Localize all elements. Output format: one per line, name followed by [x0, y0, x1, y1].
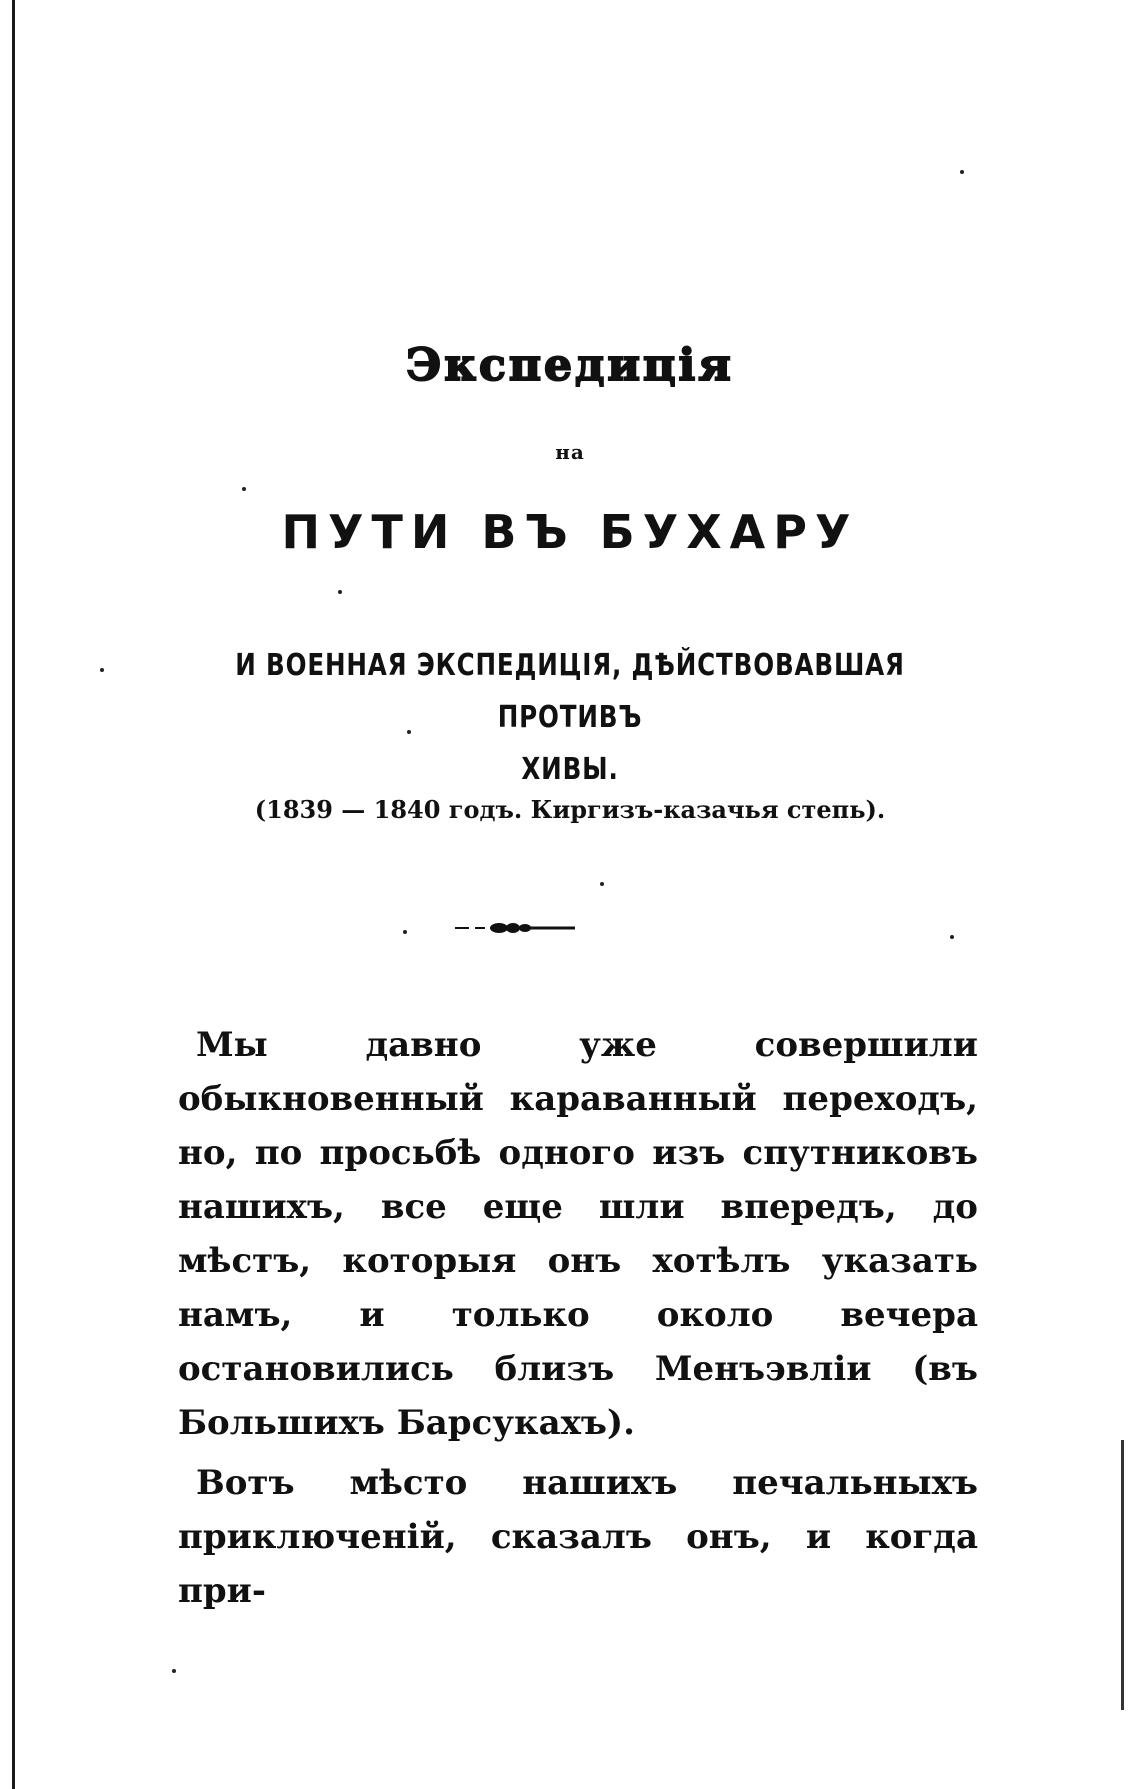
title-destination: ПУТИ ВЪ БУХАРУ: [281, 505, 859, 559]
page-title: Экспедиція: [406, 340, 734, 391]
scan-speck: [600, 882, 604, 886]
scan-speck: [172, 1669, 176, 1673]
scan-speck: [950, 935, 954, 939]
scan-edge-right: [1121, 1440, 1124, 1710]
scan-speck: [100, 668, 104, 672]
subtitle-line-2: ХИВЫ.: [521, 752, 619, 787]
paragraph: Вотъ мѣсто нашихъ печальныхъ приключеній, сказалъ онъ, и когда при-: [178, 1463, 978, 1611]
ornament-divider: [455, 920, 575, 936]
body-text: [178, 1018, 978, 1618]
subtitle: [209, 640, 931, 796]
scan-edge-left: [12, 0, 15, 1789]
scan-speck: [960, 170, 964, 174]
scan-speck: [403, 930, 407, 934]
dateline: (1839 — 1840 годъ. Киргизъ-казачья степь).: [254, 795, 886, 824]
scan-speck: [242, 487, 246, 491]
paragraph: Мы давно уже совершили обыкновенный караванный переходъ, но, по просьбѣ одного изъ спутниковъ нашихъ, все еще шли впередъ, до мѣстъ, которыя онъ хотѣлъ указать намъ, и только около вечера остановились близъ Менъэвліи (въ Большихъ Барсукахъ).: [178, 1025, 978, 1443]
scan-speck: [338, 590, 342, 594]
subtitle-line-1: И ВОЕННАЯ ЭКСПЕДИЦІЯ, ДѢЙСТВОВАВШАЯ ПРОТИВЪ: [235, 648, 905, 735]
title-connector: на: [555, 440, 585, 464]
